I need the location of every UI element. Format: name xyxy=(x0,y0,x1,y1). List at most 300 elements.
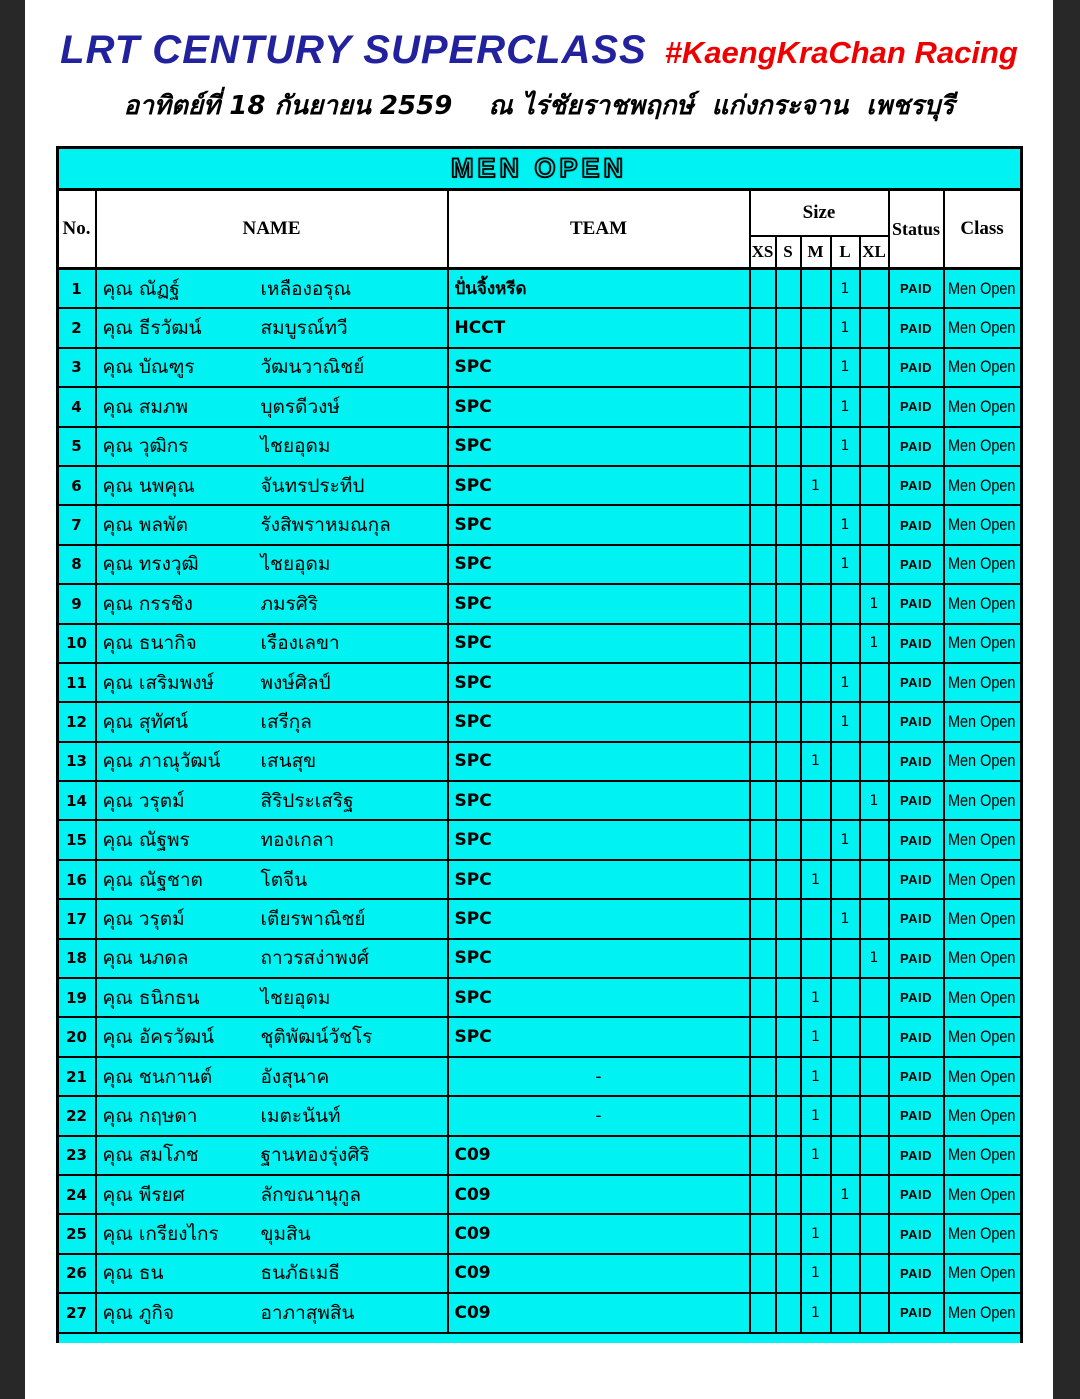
cell-size-xs xyxy=(751,743,777,780)
cell-size-l: 1 xyxy=(832,270,861,307)
col-header-size: Size xyxy=(751,191,890,237)
cell-size-s xyxy=(777,388,802,425)
cell-status: PAID xyxy=(890,506,945,543)
cell-size-xl xyxy=(861,821,890,858)
cell-name xyxy=(97,1018,449,1055)
cell-first-name: คุณ ธนิกธน xyxy=(102,986,200,1009)
cell-name xyxy=(97,940,449,977)
cell-size-xl xyxy=(861,1058,890,1095)
cell-status: PAID xyxy=(890,625,945,662)
cell-class-label: Men Open xyxy=(948,515,1016,535)
cell-size-xl xyxy=(861,1137,890,1174)
cell-class-label: Men Open xyxy=(948,830,1016,850)
cell-size-s xyxy=(777,940,802,977)
cell-first-name: คุณ ณัฐพร xyxy=(102,829,190,852)
cell-size-l xyxy=(832,743,861,780)
cell-team: SPC xyxy=(449,349,751,386)
cell-class xyxy=(945,625,1020,662)
cell-no: 10 xyxy=(59,625,97,662)
cell-size-m xyxy=(802,546,832,583)
cell-size-xl xyxy=(861,270,890,307)
table-row xyxy=(59,388,1020,427)
cell-size-s xyxy=(777,664,802,701)
cell-size-m xyxy=(802,428,832,465)
cell-size-l: 1 xyxy=(832,664,861,701)
cell-size-xl xyxy=(861,979,890,1016)
col-header-status: Status xyxy=(890,191,945,267)
table-row xyxy=(59,1294,1020,1333)
cell-last-name: อังสุนาค xyxy=(260,1065,330,1088)
cell-team: SPC xyxy=(449,585,751,622)
cell-class-label: Men Open xyxy=(948,908,1016,928)
cell-last-name: โตจีน xyxy=(260,868,308,891)
cell-size-m xyxy=(802,309,832,346)
col-header-size-l: L xyxy=(832,237,861,267)
table-row xyxy=(59,1018,1020,1057)
cell-no: 7 xyxy=(59,506,97,543)
col-header-class: Class xyxy=(960,218,1004,239)
cell-class xyxy=(945,861,1020,898)
cell-size-xs xyxy=(751,1058,777,1095)
cell-last-name: เตียรพาณิชย์ xyxy=(260,907,366,930)
cell-status: PAID xyxy=(890,428,945,465)
cell-name xyxy=(97,821,449,858)
cell-size-l: 1 xyxy=(832,349,861,386)
cell-class-label: Men Open xyxy=(948,593,1016,613)
cell-status: PAID xyxy=(890,546,945,583)
cell-size-l: 1 xyxy=(832,388,861,425)
cell-class-label: Men Open xyxy=(948,357,1016,377)
cell-last-name: จันทรประทีป xyxy=(260,474,365,497)
cell-first-name: คุณ สุทัศน์ xyxy=(102,710,189,733)
cell-size-xl xyxy=(861,1255,890,1292)
section-title-bar xyxy=(59,149,1020,191)
cell-size-xl xyxy=(861,1294,890,1331)
cell-size-xs xyxy=(751,467,777,504)
cell-class xyxy=(945,1176,1020,1213)
table-row xyxy=(59,428,1020,467)
cell-class-label: Men Open xyxy=(948,633,1016,653)
cell-size-xs xyxy=(751,585,777,622)
page-title: LRT CENTURY SUPERCLASS xyxy=(60,28,647,72)
cell-size-m xyxy=(802,585,832,622)
cell-first-name: คุณ อัครวัฒน์ xyxy=(102,1026,215,1049)
cell-no: 13 xyxy=(59,743,97,780)
cell-class xyxy=(945,1018,1020,1055)
cell-size-m: 1 xyxy=(802,1137,832,1174)
cell-size-l xyxy=(832,467,861,504)
cell-size-s xyxy=(777,349,802,386)
cell-status: PAID xyxy=(890,743,945,780)
cell-team: C09 xyxy=(449,1215,751,1252)
table-row xyxy=(59,467,1020,506)
cell-size-l: 1 xyxy=(832,546,861,583)
cell-class-label: Men Open xyxy=(948,711,1016,731)
cell-size-xl xyxy=(861,1018,890,1055)
cell-size-s xyxy=(777,821,802,858)
cell-no: 3 xyxy=(59,349,97,386)
cell-no: 8 xyxy=(59,546,97,583)
cell-first-name: คุณ สมภพ xyxy=(102,395,189,418)
cell-size-l xyxy=(832,1255,861,1292)
event-date-location: อาทิตย์ที่ 18 กันยายน 2559 ณ ไร่ชัยราชพฤกษ์ แก่งกระจาน เพชรบุรี xyxy=(123,91,955,121)
cell-first-name: คุณ นภดล xyxy=(102,947,189,970)
cell-name xyxy=(97,900,449,937)
event-hashtag: #KaengKraChan Racing xyxy=(664,35,1018,70)
cell-name xyxy=(97,309,449,346)
cell-last-name: เมตะนันท์ xyxy=(260,1104,341,1127)
cell-size-xs xyxy=(751,1255,777,1292)
col-header-size-xs: XS xyxy=(751,237,777,267)
document-page xyxy=(25,0,1053,1399)
cell-size-xl xyxy=(861,1215,890,1252)
cell-class xyxy=(945,1215,1020,1252)
cell-no: 19 xyxy=(59,979,97,1016)
table-row xyxy=(59,270,1020,309)
cell-team: SPC xyxy=(449,625,751,662)
cell-size-xs xyxy=(751,1294,777,1331)
cell-no: 25 xyxy=(59,1215,97,1252)
cell-first-name: คุณ พลพัต xyxy=(102,514,188,537)
cell-size-s xyxy=(777,1176,802,1213)
cell-first-name: คุณ ภูกิจ xyxy=(102,1301,175,1324)
cell-class-label: Men Open xyxy=(948,1302,1016,1322)
cell-name xyxy=(97,585,449,622)
cell-class xyxy=(945,703,1020,740)
cell-name xyxy=(97,270,449,307)
cell-team: SPC xyxy=(449,979,751,1016)
cell-size-m xyxy=(802,900,832,937)
cell-class-label: Men Open xyxy=(948,987,1016,1007)
cell-class-label: Men Open xyxy=(948,278,1016,298)
cell-first-name: คุณ เกรียงไกร xyxy=(102,1223,219,1246)
cell-last-name: ลักขณานุกูล xyxy=(260,1183,362,1206)
cell-no: 14 xyxy=(59,782,97,819)
cell-no: 16 xyxy=(59,861,97,898)
cell-status: PAID xyxy=(890,861,945,898)
cell-size-m: 1 xyxy=(802,979,832,1016)
cell-team: SPC xyxy=(449,940,751,977)
cell-name xyxy=(97,1215,449,1252)
cell-no: 9 xyxy=(59,585,97,622)
cell-size-s xyxy=(777,703,802,740)
cell-last-name: ขุมสิน xyxy=(260,1223,311,1246)
cell-class-label: Men Open xyxy=(948,475,1016,495)
cell-first-name: คุณ วรุตม์ xyxy=(102,789,185,812)
cell-size-xs xyxy=(751,349,777,386)
cell-status: PAID xyxy=(890,585,945,622)
cell-first-name: คุณ วุฒิกร xyxy=(102,435,189,458)
cell-size-xl: 1 xyxy=(861,782,890,819)
table-row xyxy=(59,506,1020,545)
cell-class xyxy=(945,979,1020,1016)
cell-size-m xyxy=(802,388,832,425)
cell-class xyxy=(945,546,1020,583)
cell-size-l: 1 xyxy=(832,821,861,858)
table-row xyxy=(59,861,1020,900)
cell-size-xl xyxy=(861,546,890,583)
cell-first-name: คุณ ชนกานต์ xyxy=(102,1065,213,1088)
cell-name xyxy=(97,703,449,740)
cell-team: SPC xyxy=(449,388,751,425)
cell-size-xl xyxy=(861,743,890,780)
table-row xyxy=(59,782,1020,821)
table-row xyxy=(59,1215,1020,1254)
cell-size-xl xyxy=(861,428,890,465)
table-row xyxy=(59,1137,1020,1176)
cell-size-m xyxy=(802,782,832,819)
cell-class-label: Men Open xyxy=(948,554,1016,574)
cell-no: 20 xyxy=(59,1018,97,1055)
cell-size-m xyxy=(802,506,832,543)
table-row xyxy=(59,979,1020,1018)
table-row xyxy=(59,1058,1020,1097)
cell-size-xs xyxy=(751,979,777,1016)
cell-size-m xyxy=(802,821,832,858)
cell-size-m xyxy=(802,1176,832,1213)
cell-size-xl xyxy=(861,309,890,346)
cell-size-s xyxy=(777,782,802,819)
cell-no: 15 xyxy=(59,821,97,858)
cell-size-xs xyxy=(751,388,777,425)
cell-last-name: เหลืองอรุณ xyxy=(260,277,352,300)
cell-first-name: คุณ กฤษดา xyxy=(102,1104,198,1127)
cell-size-xs xyxy=(751,900,777,937)
cell-first-name: คุณ วรุตม์ xyxy=(102,907,185,930)
cell-status: PAID xyxy=(890,467,945,504)
cell-last-name: ไชยอุดม xyxy=(260,986,331,1009)
cell-name xyxy=(97,428,449,465)
cell-class xyxy=(945,1137,1020,1174)
cell-class-label: Men Open xyxy=(948,436,1016,456)
cell-size-s xyxy=(777,270,802,307)
cell-no: 1 xyxy=(59,270,97,307)
cell-no: 26 xyxy=(59,1255,97,1292)
cell-class-label: Men Open xyxy=(948,396,1016,416)
cell-size-m: 1 xyxy=(802,1058,832,1095)
cell-size-s xyxy=(777,1058,802,1095)
cell-class xyxy=(945,428,1020,465)
cell-class-label: Men Open xyxy=(948,318,1016,338)
cell-name xyxy=(97,1097,449,1134)
cell-name xyxy=(97,782,449,819)
cell-last-name: ไชยอุดม xyxy=(260,553,331,576)
table-row xyxy=(59,703,1020,742)
cell-size-l xyxy=(832,1294,861,1331)
cell-status: PAID xyxy=(890,388,945,425)
col-header-name: NAME xyxy=(97,191,449,267)
cell-size-xs xyxy=(751,861,777,898)
cell-team: SPC xyxy=(449,743,751,780)
cell-name xyxy=(97,1294,449,1331)
page-title-line xyxy=(25,28,1053,73)
cell-size-l xyxy=(832,1097,861,1134)
cell-size-xs xyxy=(751,1176,777,1213)
cell-size-l: 1 xyxy=(832,309,861,346)
cell-team: - xyxy=(449,1058,751,1095)
cell-size-m xyxy=(802,270,832,307)
cell-size-s xyxy=(777,743,802,780)
cell-team: SPC xyxy=(449,546,751,583)
cell-status: PAID xyxy=(890,1255,945,1292)
cell-team: C09 xyxy=(449,1176,751,1213)
cell-class-label: Men Open xyxy=(948,1145,1016,1165)
cell-no: 5 xyxy=(59,428,97,465)
cell-team: SPC xyxy=(449,664,751,701)
cell-size-xs xyxy=(751,703,777,740)
cell-size-xl xyxy=(861,664,890,701)
cell-size-s xyxy=(777,467,802,504)
cell-name xyxy=(97,979,449,1016)
cell-class xyxy=(945,349,1020,386)
cell-first-name: คุณ ภาณุวัฒน์ xyxy=(102,750,221,773)
cell-team: C09 xyxy=(449,1255,751,1292)
cell-first-name: คุณ นพคุณ xyxy=(102,474,195,497)
cell-team: SPC xyxy=(449,861,751,898)
cell-no: 22 xyxy=(59,1097,97,1134)
cell-size-l: 1 xyxy=(832,428,861,465)
cell-size-xl: 1 xyxy=(861,940,890,977)
table-header-row xyxy=(59,191,1020,270)
col-header-size-s: S xyxy=(777,237,802,267)
cell-no: 6 xyxy=(59,467,97,504)
cell-size-l: 1 xyxy=(832,506,861,543)
cell-class xyxy=(945,782,1020,819)
cell-size-l: 1 xyxy=(832,900,861,937)
cell-size-l: 1 xyxy=(832,1176,861,1213)
cell-size-xl xyxy=(861,1097,890,1134)
cell-size-xs xyxy=(751,1215,777,1252)
cell-size-xl: 1 xyxy=(861,585,890,622)
cell-size-l xyxy=(832,861,861,898)
cell-name xyxy=(97,1058,449,1095)
cell-last-name: เสรีกุล xyxy=(260,710,312,733)
cell-no: 27 xyxy=(59,1294,97,1331)
cell-size-s xyxy=(777,585,802,622)
cell-size-s xyxy=(777,506,802,543)
table-row xyxy=(59,1097,1020,1136)
cell-size-xs xyxy=(751,625,777,662)
cell-class xyxy=(945,388,1020,425)
cell-size-xs xyxy=(751,664,777,701)
cell-size-xs xyxy=(751,309,777,346)
cell-size-m xyxy=(802,703,832,740)
table-row xyxy=(59,309,1020,348)
cell-class xyxy=(945,900,1020,937)
cell-team: SPC xyxy=(449,782,751,819)
cell-last-name: ทองเกลา xyxy=(260,829,335,852)
cell-first-name: คุณ ณัฐชาต xyxy=(102,868,203,891)
cell-name xyxy=(97,1137,449,1174)
cell-name xyxy=(97,861,449,898)
cell-no: 18 xyxy=(59,940,97,977)
cell-size-m xyxy=(802,349,832,386)
cell-size-xs xyxy=(751,940,777,977)
cell-size-xl xyxy=(861,349,890,386)
cell-size-m xyxy=(802,664,832,701)
cell-class xyxy=(945,1097,1020,1134)
cell-size-s xyxy=(777,1018,802,1055)
cell-size-xs xyxy=(751,428,777,465)
cell-size-l xyxy=(832,585,861,622)
col-header-size-m: M xyxy=(802,237,832,267)
cell-last-name: ชุติพัฒน์วัชโร xyxy=(260,1026,373,1049)
cell-size-xs xyxy=(751,1097,777,1134)
cell-team: ปั่นจิ้งหรีด xyxy=(449,270,751,307)
cell-size-xl xyxy=(861,467,890,504)
table-row xyxy=(59,821,1020,860)
cell-size-xs xyxy=(751,1018,777,1055)
cell-last-name: ภมรศิริ xyxy=(260,592,319,615)
cell-first-name: คุณ ทรงวุฒิ xyxy=(102,553,199,576)
cell-class-label: Men Open xyxy=(948,1066,1016,1086)
cell-size-l xyxy=(832,979,861,1016)
cell-size-xs xyxy=(751,546,777,583)
cell-size-s xyxy=(777,861,802,898)
cell-size-m: 1 xyxy=(802,861,832,898)
cell-class xyxy=(945,467,1020,504)
cell-first-name: คุณ พีรยศ xyxy=(102,1183,185,1206)
cell-size-l xyxy=(832,1058,861,1095)
cell-size-l xyxy=(832,782,861,819)
cell-size-l xyxy=(832,625,861,662)
cell-size-xs xyxy=(751,506,777,543)
cell-class xyxy=(945,821,1020,858)
cell-size-xl xyxy=(861,388,890,425)
cell-status: PAID xyxy=(890,979,945,1016)
cell-name xyxy=(97,1176,449,1213)
cell-status: PAID xyxy=(890,1215,945,1252)
cell-class xyxy=(945,743,1020,780)
cell-size-m xyxy=(802,940,832,977)
table-row xyxy=(59,546,1020,585)
cell-size-s xyxy=(777,1215,802,1252)
cell-no: 17 xyxy=(59,900,97,937)
cell-no: 24 xyxy=(59,1176,97,1213)
cell-class xyxy=(945,585,1020,622)
cell-no: 4 xyxy=(59,388,97,425)
cell-name xyxy=(97,349,449,386)
cell-no: 11 xyxy=(59,664,97,701)
cell-last-name: ถาวรสง่าพงศ์ xyxy=(260,947,369,970)
cell-size-s xyxy=(777,979,802,1016)
cell-team: SPC xyxy=(449,428,751,465)
cell-class-label: Men Open xyxy=(948,751,1016,771)
cell-last-name: เสนสุข xyxy=(260,750,317,773)
cell-name xyxy=(97,506,449,543)
cell-team: HCCT xyxy=(449,309,751,346)
cell-class-label: Men Open xyxy=(948,790,1016,810)
cell-status: PAID xyxy=(890,1018,945,1055)
registration-table xyxy=(56,146,1023,1343)
cell-size-m: 1 xyxy=(802,1294,832,1331)
cell-class-label: Men Open xyxy=(948,1027,1016,1047)
cell-size-xs xyxy=(751,821,777,858)
cell-first-name: คุณ ธีรวัฒน์ xyxy=(102,317,202,340)
cell-last-name: รังสิพราหมณกุล xyxy=(260,514,391,537)
cell-size-xs xyxy=(751,782,777,819)
cell-team: SPC xyxy=(449,703,751,740)
cell-name xyxy=(97,546,449,583)
cell-team: SPC xyxy=(449,1018,751,1055)
cell-status: PAID xyxy=(890,1058,945,1095)
cell-class xyxy=(945,506,1020,543)
cell-size-s xyxy=(777,900,802,937)
cell-class-label: Men Open xyxy=(948,1105,1016,1125)
cell-last-name: เรืองเลขา xyxy=(260,632,340,655)
cell-size-s xyxy=(777,1137,802,1174)
cell-last-name: วัฒนวาณิชย์ xyxy=(260,356,365,379)
